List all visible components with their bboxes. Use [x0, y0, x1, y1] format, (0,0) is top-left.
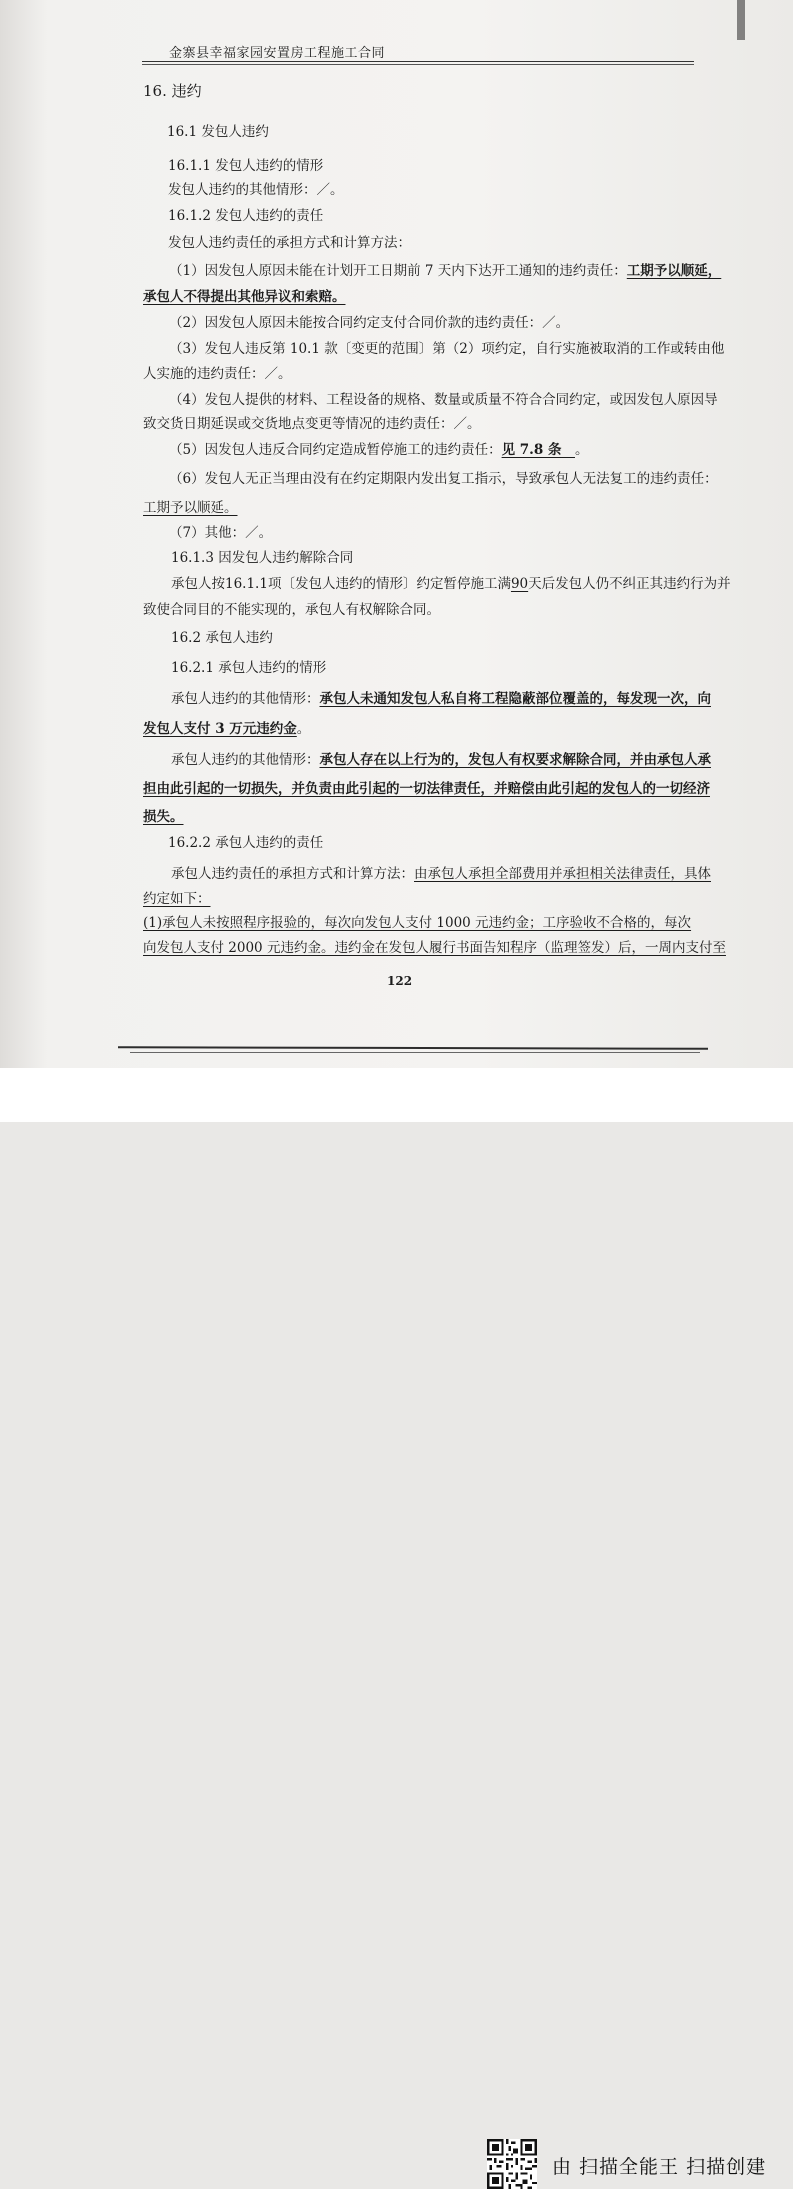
filled-value: 约定如下：: [143, 891, 211, 907]
footer-rule: [118, 1046, 708, 1050]
filled-value: 担由此引起的一切损失，并负责由此引起的一切法律责任，并赔偿由此引起的发包人的一切经济: [143, 781, 710, 797]
qr-code-icon: [487, 2139, 537, 2189]
header-title: 金寨县幸福家园安置房工程施工合同: [169, 46, 386, 61]
text-run: 承包人违约责任的承担方式和计算方法：: [171, 866, 414, 882]
footer-rule-thin: [130, 1052, 700, 1053]
filled-value: 承包人未通知发包人私自将工程隐蔽部位覆盖的，每发现一次，向: [319, 691, 711, 707]
text-run: 。: [574, 442, 589, 458]
paragraph-line: （2）因发包人原因未能按合同约定支付合同价款的违约责任：／。: [169, 315, 570, 331]
filled-value: 承包人存在以上行为的，发包人有权要求解除合同，并由承包人承: [319, 752, 711, 768]
paragraph-line: 发包人违约责任的承担方式和计算方法：: [168, 235, 411, 251]
paragraph-line: [169, 441, 588, 459]
paragraph-line: [169, 262, 721, 280]
header-rule: [142, 61, 694, 62]
page-edge-shadow: [737, 0, 745, 40]
paragraph-line: 致交货日期延误或交货地点变更等情况的违约责任：／。: [143, 416, 481, 432]
filled-value: 损失。: [143, 809, 184, 825]
section-heading-16: 16. 违约: [143, 82, 202, 100]
filled-value: 90: [510, 576, 529, 592]
clause-heading-16-2-2: 16.2.2 承包人违约的责任: [168, 835, 324, 851]
paragraph-line: [171, 751, 711, 769]
paragraph-line: （6）发包人无正当理由没有在约定期限内发出复工指示，导致承包人无法复工的违约责任：: [169, 471, 718, 487]
filled-value: 向发包人支付 2000 元违约金。违约金在发包人履行书面告知程序（监理签发）后，一周内支付至: [143, 940, 726, 956]
text-run: （1）因发包人原因未能在计划开工日期前 7 天内下达开工通知的违约责任：: [169, 263, 627, 279]
filled-value: 发包人支付 3 万元违约金: [143, 721, 297, 737]
filled-value: 承包人不得提出其他异议和索赔。: [143, 289, 346, 305]
scanner-banner-text: 由 扫描全能王 扫描创建: [552, 2156, 767, 2178]
subsection-heading-16-2: 16.2 承包人违约: [171, 630, 273, 646]
text-run: 承包人违约的其他情形：: [171, 691, 320, 707]
page-number: 122: [387, 974, 413, 988]
filled-value: (1)承包人未按照程序报验的，每次向发包人支付 1000 元违约金；工序验收不合格的，每次: [143, 915, 692, 931]
paragraph-line: （7）其他：／。: [169, 525, 273, 541]
text-run: 天后发包人仍不纠正其违约行为并: [528, 576, 731, 592]
text-run: 承包人按16.1.1项〔发包人违约的情形〕约定暂停施工满: [171, 576, 511, 592]
paragraph-line: [171, 690, 711, 708]
paragraph-line: [171, 575, 731, 593]
text-run: 。: [296, 721, 311, 737]
filled-value: 工期予以顺延，: [626, 263, 722, 279]
clause-heading-16-1-2: 16.1.2 发包人违约的责任: [168, 208, 324, 224]
paragraph-line: [171, 865, 711, 883]
paragraph-line: 人实施的违约责任：／。: [143, 366, 292, 382]
clause-heading-16-1-1: 16.1.1 发包人违约的情形: [168, 158, 324, 174]
paragraph-line: [143, 720, 310, 738]
text-run: 承包人违约的其他情形：: [171, 752, 320, 768]
paragraph-line: 致使合同目的不能实现的，承包人有权解除合同。: [143, 602, 440, 618]
text-run: （5）因发包人违反合同约定造成暂停施工的违约责任：: [169, 442, 502, 458]
paragraph-line: 发包人违约的其他情形：／。: [168, 182, 344, 198]
subsection-heading-16-1: 16.1 发包人违约: [167, 124, 269, 140]
header-rule-thin: [142, 64, 694, 65]
scanner-banner: [0, 1068, 793, 2178]
filled-value: 见 7.8 条: [501, 442, 562, 458]
filled-value: 工期予以顺延。: [143, 500, 238, 516]
paragraph-line: （3）发包人违反第 10.1 款〔变更的范围〕第（2）项约定，自行实施被取消的工作或转由他: [169, 341, 725, 357]
clause-heading-16-1-3: 16.1.3 因发包人违约解除合同: [171, 550, 354, 566]
paragraph-line: （4）发包人提供的材料、工程设备的规格、数量或质量不符合合同约定，或因发包人原因导: [169, 392, 718, 408]
blank-underline: [561, 442, 575, 458]
clause-heading-16-2-1: 16.2.1 承包人违约的情形: [171, 660, 327, 676]
filled-value: 由承包人承担全部费用并承担相关法律责任，具体: [414, 866, 711, 882]
